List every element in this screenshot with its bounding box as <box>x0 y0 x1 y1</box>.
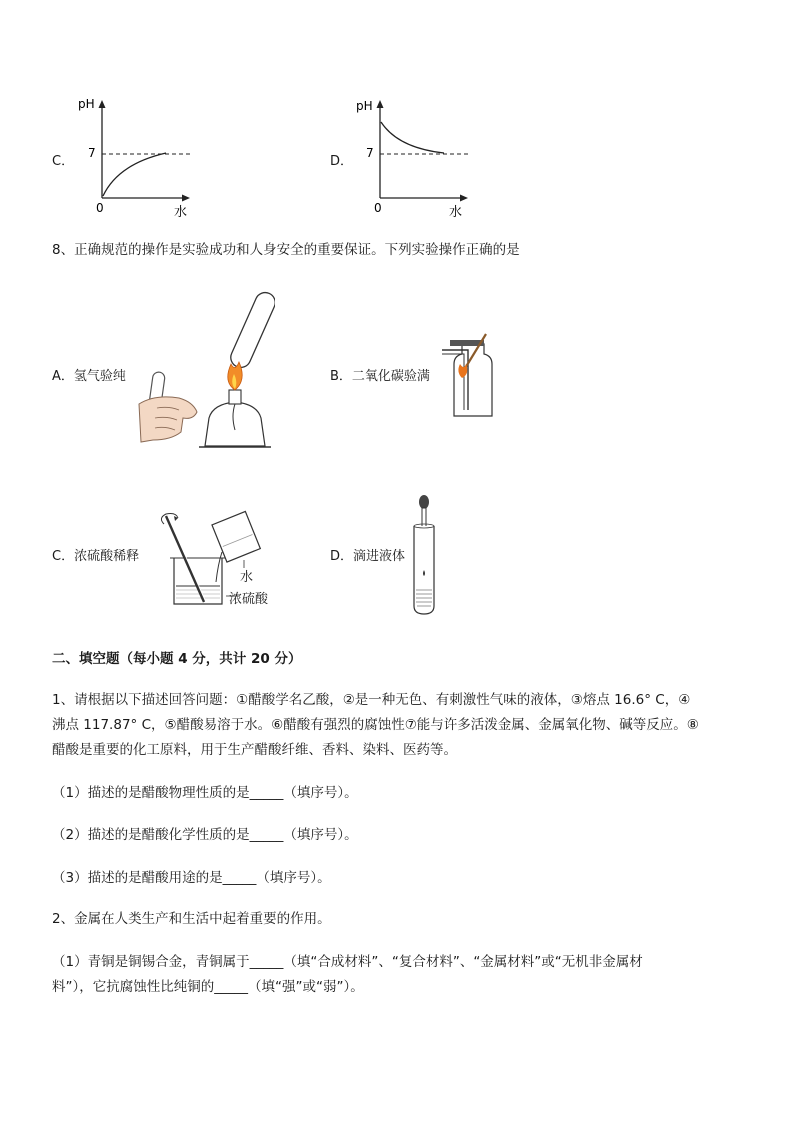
q8-option-a-label: A．氢气验纯 <box>52 369 126 384</box>
hydrogen-purity-test-illustration <box>135 290 275 452</box>
q1-line-1: 1、请根据以下描述回答问题：①醋酸学名乙酸，②是一种无色、有刺激性气味的液体，③熔点 16.6° C，④ <box>52 692 691 708</box>
ref-line-label: 7 <box>88 146 96 160</box>
q1-sub-3: （3）描述的是醋酸用途的是_____（填序号）。 <box>52 870 331 886</box>
conc-acid-annotation: 浓硫酸 <box>229 592 269 607</box>
q8-stem: 8、正确规范的操作是实验成功和人身安全的重要保证。下列实验操作正确的是 <box>52 242 520 258</box>
q1-line-3: 醋酸是重要的化工原料，用于生产醋酸纤维、香料、染料、医药等。 <box>52 742 457 758</box>
x-axis-label: 水 <box>449 205 463 220</box>
y-axis-label: pH <box>78 97 95 111</box>
ph-graph-c <box>70 92 200 222</box>
q1-sub-2: （2）描述的是醋酸化学性质的是_____（填序号）。 <box>52 827 358 843</box>
q8-option-b-label: B．二氧化碳验满 <box>330 369 430 384</box>
q1-line-2: 沸点 117.87° C，⑤醋酸易溶于水。⑥醋酸有强烈的腐蚀性⑦能与许多活泼金属、金属氧化物、碱等反应。⑧ <box>52 717 699 733</box>
q8-option-d-label: D．滴进液体 <box>330 549 406 564</box>
x-axis-label: 水 <box>174 205 188 220</box>
origin-label: 0 <box>374 201 382 215</box>
option-c-label: C． <box>52 154 75 169</box>
section-2-title: 二、填空题（每小题 4 分，共计 20 分） <box>52 651 302 667</box>
q8-option-c-label: C．浓硫酸稀释 <box>52 549 140 564</box>
co2-full-test-illustration <box>440 330 500 420</box>
y-axis-label: pH <box>356 99 373 113</box>
ref-line-label: 7 <box>366 146 374 160</box>
water-annotation: 水 <box>240 570 254 585</box>
ph-graph-d <box>348 92 478 222</box>
q1-sub-1: （1）描述的是醋酸物理性质的是_____（填序号）。 <box>52 785 358 801</box>
q2-sub1-line-2: 料”），它抗腐蚀性比纯铜的_____（填“强”或“弱”）。 <box>52 979 364 995</box>
q2-sub1-line-1: （1）青铜是铜锡合金，青铜属于_____（填“合成材料”、“复合材料”、“金属材料”或“无机非金属材 <box>52 954 643 970</box>
origin-label: 0 <box>96 201 104 215</box>
option-d-label: D． <box>330 154 354 169</box>
q2-stem: 2、金属在人类生产和生活中起着重要的作用。 <box>52 911 331 927</box>
dropper-test-tube-illustration <box>404 494 444 616</box>
